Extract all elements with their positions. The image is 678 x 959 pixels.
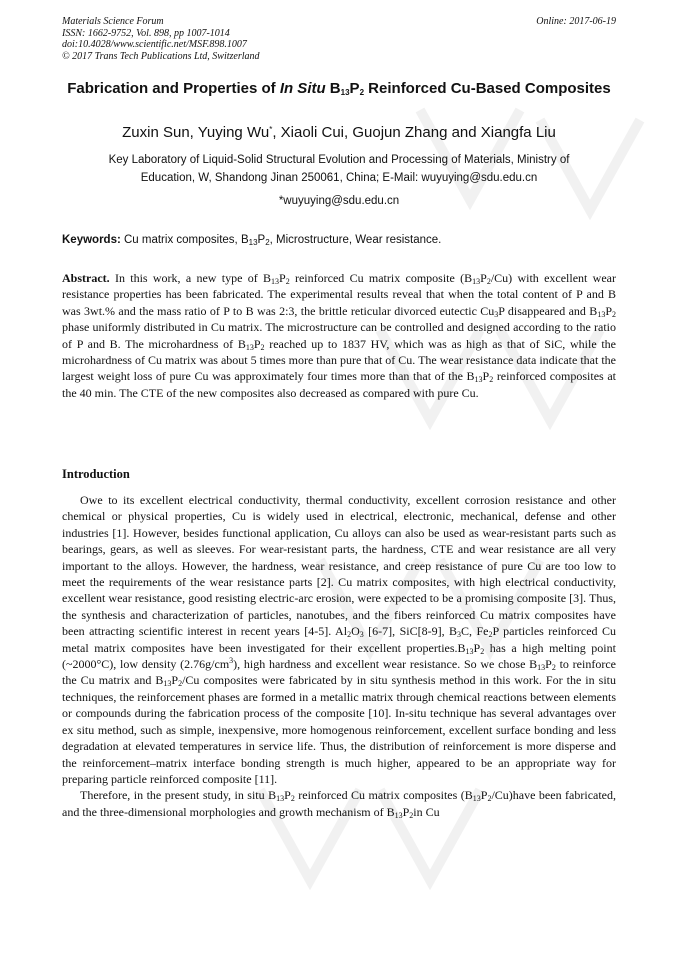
text-run: 2 [178,679,183,689]
author-list [62,124,616,142]
text-run: 13 [537,663,546,673]
text-run: 2 [290,794,295,804]
text-run: C, Fe [461,624,489,639]
text-run: Fabrication and Properties of [67,80,280,97]
text-run: P [480,271,487,285]
text-run: 13 [163,679,172,689]
text-run: phase uniformly distributed in Cu matrix. The microstructure can be controlled and designed according to the ratio of P and B. The microhardness of B [62,320,616,351]
text-run: 3 [229,656,234,666]
text-run: 2 [265,238,270,247]
text-run: P [473,640,481,655]
text-run: 13 [245,342,254,352]
text-run: 13 [597,309,606,319]
text-run: In this work, a new type of B [109,271,271,285]
text-run [62,270,616,401]
text-run: 13 [465,646,474,656]
text-run: P [284,788,291,803]
text-run: 2 [487,794,492,804]
copyright-line: © 2017 Trans Tech Publications Ltd, Switzerland [62,50,260,62]
text-run: has a high melting point (~2000°C), low density (2.76g/cm [62,640,616,672]
text-run: , Microstructure, Wear resistance. [269,234,442,246]
online-date: Online: 2017-06-19 [536,16,616,27]
text-run: P disappeared and B [498,303,598,318]
text-run: 13 [248,238,258,247]
journal-name: Materials Science Forum [62,16,164,27]
text-run: 2 [488,630,493,640]
text-run: 2 [612,309,616,319]
text-run: In Situ [279,80,326,97]
text-run: 2 [260,342,265,352]
text-run: 13 [474,375,483,385]
keywords [62,233,616,247]
text-run: reinforced composites at the 40 min. The CTE of the new composites also decreased as compared with pure Cu. [62,369,616,400]
text-run: reached up to 1837 HV, which was as high as that of SiC, while the microhardness of Cu matrix was about 5 times more than pure that of Cu. The wear resistance data indicate that the largest weight loss of pure Cu was approximately four times more than that of the B [62,336,616,384]
text-run: 13 [271,277,279,286]
text-run: 13 [276,794,285,804]
text-run: B [325,80,341,97]
text-run: Cu matrix composites, B [120,234,249,246]
text-run: Reinforced Cu-Based Composites [364,80,611,97]
text-run: P particles reinforced Cu metal matrix composites have been investigated for their excellent properties.B [62,624,616,655]
corresponding-email: *wuyuying@sdu.edu.cn [278,195,400,207]
text-run: 3 [359,630,364,640]
text-run: P [402,804,410,819]
text-run: 2 [489,375,494,385]
text-run: to reinforce the Cu matrix and B [62,657,616,688]
text-run: reinforced Cu matrix composites (B [294,788,473,803]
text-run: Zuxin Sun, Yuying Wu [122,124,270,141]
paragraph [62,492,616,787]
introduction-heading: Introduction [62,467,130,481]
text-run: 2 [347,630,352,640]
paragraph [62,787,616,820]
issn-line: ISSN: 1662-9752, Vol. 898, pp 1007-1014 [62,27,230,39]
abstract [62,270,616,401]
text-run: 13 [472,277,481,286]
text-run: 2 [409,810,414,820]
introduction-body [62,492,616,820]
text-run: Abstract. [62,271,110,285]
text-run: 13 [340,88,350,97]
text-run: P [480,788,488,803]
text-run: 2 [486,277,491,286]
text-run: P [279,271,286,285]
text-run: 13 [472,794,481,804]
text-run: ), high hardness and excellent wear resistance. So we chose B [233,657,538,672]
text-run: P [257,234,266,246]
text-run: [6-7], SiC[8-9], B [363,624,458,639]
text-run: 2 [551,663,556,673]
text-run: * [269,125,273,134]
text-run: 3 [457,630,462,640]
text-run: in Cu [413,804,440,819]
affiliation: Key Laboratory of Liquid-Solid Structural Evolution and Processing of Materials, Ministry of Education, W, Shandong Jinan 250061, China; E-Mail: wuyuying@sdu.edu.cn [108,154,570,184]
journal-header [62,16,616,62]
text-run: Therefore, in the present study, in situ B [80,788,277,803]
text-run: Owe to its excellent electrical conductivity, thermal conductivity, excellent corrosion resistance and other chemical or physical properties, Cu is widely used in electrical, electronic, mechanical, defense and other industries [1]. However, besides functional application, Cu alloys can also be used as wear-resistant parts such as bearings, gears, as well as sleeves. For wear-resistant parts, the hardness, CTE and wear resistance are all very important to the alloys. However, the hardness, wear resistance, and creep resistance of pure Cu are too low to meet the requirements of the wear resistance parts [2]. Cu matrix composites, with high electrical conductivity, excellent wear resistance, good resisting electric-arc erosion, were expected to be a promising composite [3]. Thus, the synthesis and characterization of particles, nanotubes, and the fibers reinforced Cu matrix composites have been attracting scientific interest in recent years [4-5]. Al [62,493,616,639]
paper-title [62,80,616,98]
text-run: reinforced Cu matrix composite (B [289,271,473,285]
text-run: 3 [494,309,499,319]
text-run: Keywords: [62,234,121,246]
text-run: P [605,303,612,318]
text-run: 13 [394,810,403,820]
text-run: P [253,336,261,351]
text-run: /Cu composites were fabricated by in situ synthesis method in this work. For the in situ techniques, the reinforcement phases are formed in a metallic matrix through chemical reactions between elements or compounds during the fabrication process of the composite [10]. In-situ technique has several advantages over ex situ method, such as simple, inexpensive, more homogenous reinforcement, excellent surface bonding and less degradation at elevated temperatures in service life. Thus, the distribution of reinforcement is more disperse and the reinforcement–matrix interface bonding strength is much higher, appeared to be an appropriate way for preparing particle reinforced composite [11]. [62,673,616,786]
text-run: 2 [285,277,290,286]
text-run: , Xiaoli Cui, Guojun Zhang and Xiangfa Liu [272,124,556,141]
text-run: P [545,657,552,672]
text-run: P [171,673,179,688]
text-run: P [482,369,490,384]
text-run: O [351,624,360,639]
text-run: /Cu)have been fabricated, and the three-dimensional morphologies and growth mechanism of B [62,788,617,819]
doi-line: doi:10.4028/www.scientific.net/MSF.898.1007 [62,39,247,50]
text-run: P [349,80,360,97]
text-run: 2 [480,646,485,656]
text-run: /Cu) with excellent wear resistance properties has been fabricated. The experimental results reveal that when the total content of P and B was 3wt.% and the mass ratio of P to B was 2:3, the brittle reticular divorced eutectic Cu [62,271,616,318]
text-run: 2 [359,88,365,97]
